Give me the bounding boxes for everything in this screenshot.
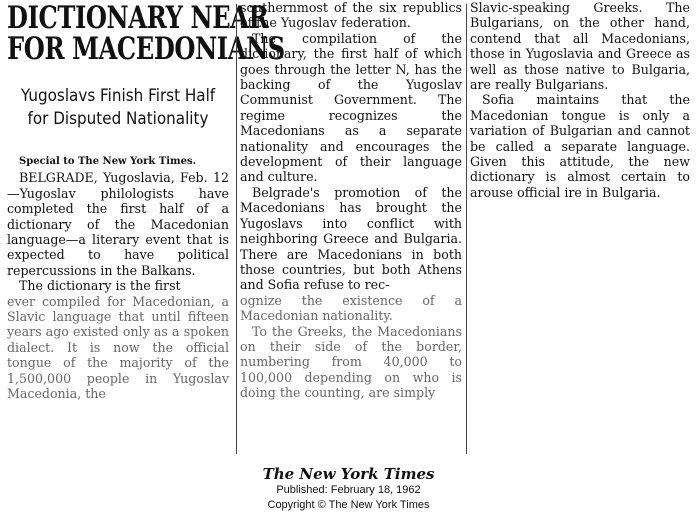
subhead-line-1: Yugoslavs Finish First Half [20,86,216,105]
paragraph: Belgrade's promotion of the Macedonians has brought the Yugoslavs into conflict with neighboring Greece and Bulgaria. There are Macedonians in both those countries, but both Athens and Sofia refuse to rec- [240,184,462,293]
paragraph: The compilation of the dictionary, the first half of which goes through the letter N, has the backing of the Yugoslav Communist Government. The regime recognizes the Macedonians as a separate nationality and encourages the development of their language and culture. [240,30,462,185]
newspaper-masthead: The New York Times [262,465,435,483]
dateline-credit: Special to The New York Times. [19,156,197,167]
paragraph: To the Greeks, the Macedonians on their side of the border, numbering from 40,000 to 100,000 depending on who is doing the counting, are simply [240,323,462,401]
headline-line-1: DICTIONARY NEAR [7,0,269,36]
headline [7,0,285,67]
column-1 [7,0,285,402]
paragraph: The dictionary is the first [19,278,181,294]
paragraph: Slavic-speaking Greeks. The Bulgarians, on the other hand, contend that all Macedonians, those in Yugoslavia and Greece as well as those native to Bulgaria, are really Bulgarians. [470,0,690,93]
copyright-notice: Copyright © The New York Times [267,499,430,511]
paragraph: BELGRADE, Yugoslavia, Feb. 12—Yugoslav philologists have completed the first half of a dictionary of the Macedonian language—a literary event that is expected to have political repercussions in the Balkans. [7,170,229,278]
paragraph: southernmost of the six republics of the Yugoslav federation. [240,0,462,31]
column-2 [240,0,462,401]
paragraph-continued: ognize the existence of a Macedonian nationality. [240,292,462,324]
paragraph: Sofia maintains that the Macedonian tongue is only a variation of Bulgarian and cannot be called a separate language. Given this attitude, the new dictionary is almost certain to arouse official ire in Bulgaria. [470,92,690,200]
headline-line-2: FOR MACEDONIANS [7,31,285,67]
column-rule [466,4,467,454]
column-3 [470,0,690,200]
published-date: Published: February 18, 1962 [276,484,421,496]
paragraph-continued: ever compiled for Macedonian, a Slavic language that until fifteen years ago existed only as a spoken dialect. It is now the official tongue of the majority of the 1,500,000 people in Yugoslav Macedonia, the [7,293,229,402]
column-rule [236,4,237,454]
subhead [16,84,220,130]
subhead-line-2: for Disputed Nationality [27,109,209,128]
